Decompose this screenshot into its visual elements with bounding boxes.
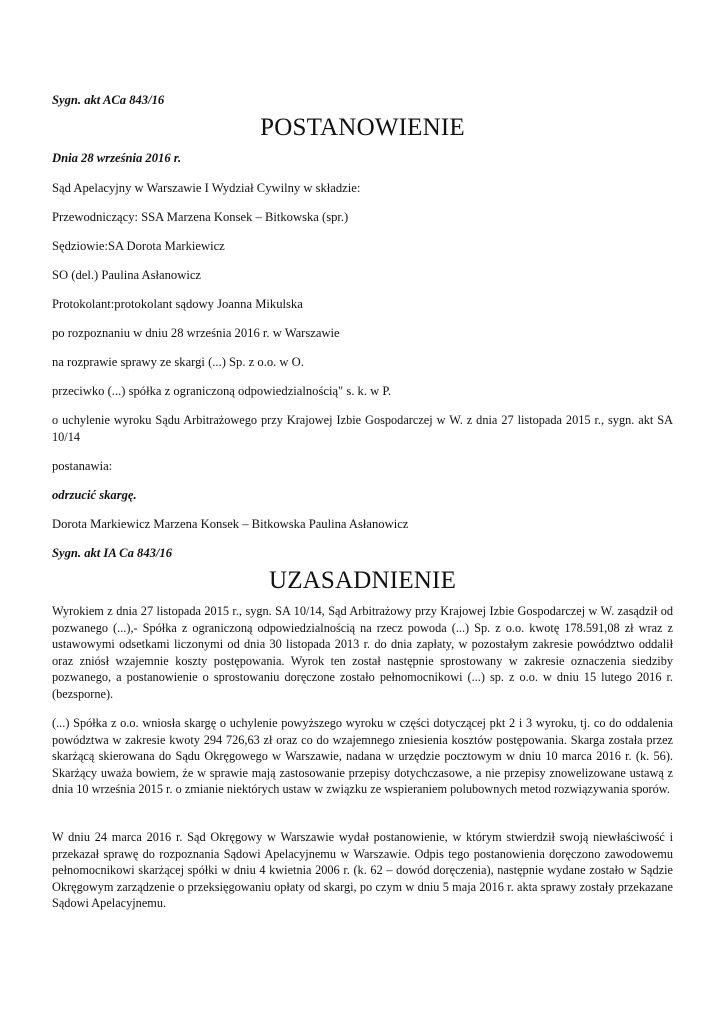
case-parties: na rozprawie sprawy ze skargi (...) Sp. z o.o. w O.: [52, 355, 304, 369]
judge-signatures: Dorota Markiewicz Marzena Konsek – Bitkowska Paulina Asłanowicz: [52, 517, 409, 531]
case-subject: o uchylenie wyroku Sądu Arbitrażowego przy Krajowej Izbie Gospodarczej w W. z dnia 27 listopada 2015 r., sygn. akt SA 10/14: [52, 413, 673, 444]
court-clerk: Protokolant:protokolant sądowy Joanna Mikulska: [52, 297, 303, 311]
court-composition: Sąd Apelacyjny w Warszawie I Wydział Cywilny w składzie:: [52, 181, 361, 195]
ruling-text: odrzucić skargę.: [52, 488, 137, 502]
decides-label: postanawia:: [52, 459, 113, 473]
title-uzasadnienie: UZASADNIENIE: [268, 567, 457, 594]
ruling-date: Dnia 28 września 2016 r.: [52, 151, 182, 165]
justification-paragraph-1: Wyrokiem z dnia 27 listopada 2015 r., sygn. SA 10/14, Sąd Arbitrażowy przy Krajowej Izbie Gospodarczej w W. zasądził od pozwanego (...),- Spółka z ograniczoną odpowiedzialnością na rzecz powoda (...) Sp. z o.o. kwotę 178.591,08 zł wraz z ustawowymi odsetkami liczonymi od dnia 30 listopada 2013 r. do dnia zapłaty, w pozostałym zakresie powództwo oddalił oraz zniósł wzajemnie koszty postępowania. Wyrok ten został następnie sprostowany w zakresie oznaczenia siedziby pozwanego, a postanowienie o sprostowaniu doręczone zostało pełnomocnikowi (...) sp. z o.o. w dniu 15 lutego 2016 r. (bezsporne).: [52, 604, 673, 701]
title-postanowienie: POSTANOWIENIE: [260, 114, 465, 141]
justification-paragraph-2: (...) Spółka z o.o. wniosła skargę o uchylenie powyższego wyroku w części dotyczącej pkt 2 i 3 wyroku, tj. co do oddalenia powództwa w zakresie kwoty 294 726,63 zł oraz co do wzajemnego zniesienia kosztów postępowania. Skarga została przez skarżącą skierowana do Sądu Okręgowego w Warszawie, nadana w urzędzie pocztowym w dniu 10 marca 2016 r. (k. 56). Skarżący uważa bowiem, że w sprawie mają zastosowanie przepisy dotychczasowe, a nie przepisy znowelizowane ustawą z dnia 10 września 2015 r. o zmianie niektórych ustaw w związku ze wspieraniem polubownych metod rozwiązywania sporów.: [52, 716, 673, 797]
justification-paragraph-3: W dniu 24 marca 2016 r. Sąd Okręgowy w Warszawie wydał postanowienie, w którym stwierdził swoją niewłaściwość i przekazał sprawę do rozpoznania Sądowi Apelacyjnemu w Warszawie. Odpis tego postanowienia doręczono zawodowemu pełnomocnikowi skarżącej spółki w dniu 4 kwietnia 2006 r. (k. 62 – dowód doręczenia), następnie wydane zostało w Sądzie Okręgowym zarządzenie o przeksięgowaniu opłaty od skargi, po czym w dniu 5 maja 2016 r. akta sprawy zostały przekazane Sądowi Apelacyjnemu.: [52, 830, 673, 911]
case-signature-1: Sygn. akt ACa 843/16: [52, 93, 165, 107]
presiding-judge: Przewodniczący: SSA Marzena Konsek – Bitkowska (spr.): [52, 210, 349, 224]
judge-delegated: SO (del.) Paulina Asłanowicz: [52, 268, 201, 282]
case-signature-2: Sygn. akt IA Ca 843/16: [52, 546, 173, 560]
judges: Sędziowie:SA Dorota Markiewicz: [52, 239, 225, 253]
case-against: przeciwko (...) spółka z ograniczoną odpowiedzialnością" s. k. w P.: [52, 384, 392, 398]
hearing-info: po rozpoznaniu w dniu 28 września 2016 r. w Warszawie: [52, 326, 340, 340]
